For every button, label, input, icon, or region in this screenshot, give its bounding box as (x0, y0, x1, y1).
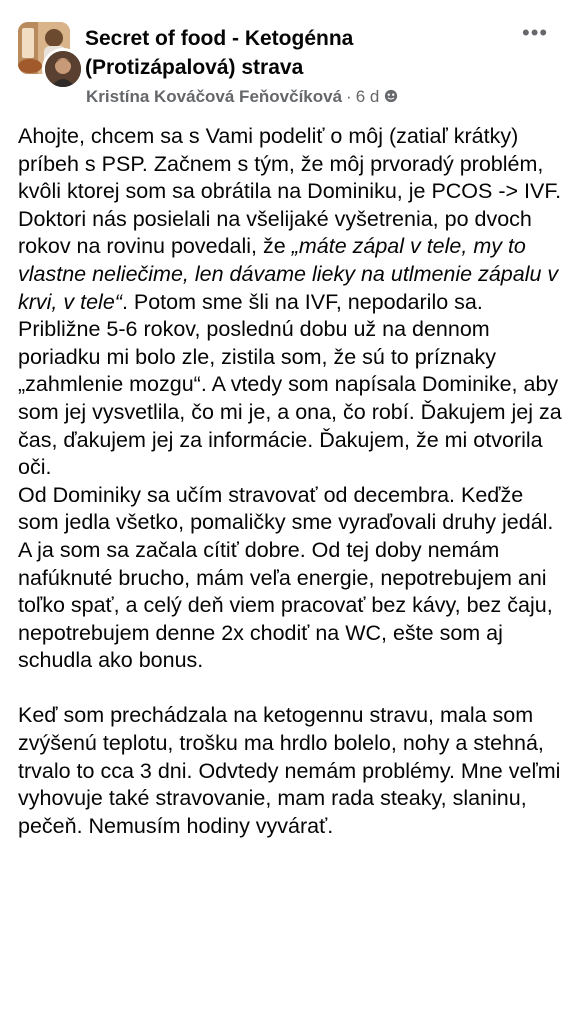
post-text-part: Ahojte, chcem sa s Vami podeliť o môj (zatiaľ krátky) príbeh s PSP. Začnem s tým, že môj prvoradý problém, kvôli ktorej som sa obrátila na Dominiku, je PCOS -> IVF. Doktori nás posielali na všelijaké vyšetrenia, po dvoch rokov na rovinu povedali, že (18, 124, 562, 259)
post-meta (86, 86, 398, 108)
author-avatar[interactable] (42, 48, 84, 90)
post-timestamp[interactable]: 6 d (355, 87, 380, 106)
globe-icon (384, 89, 398, 103)
more-options-icon[interactable]: ••• (522, 20, 549, 45)
post-text (18, 123, 564, 840)
meta-separator: · (346, 87, 352, 106)
group-name-link[interactable]: Secret of food - Ketogénna (Protizápalová) strava (85, 27, 354, 79)
post-text-part: . Potom sme šli na IVF, nepodarilo sa. Približne 5-6 rokov, poslednú dobu už na dennom poriadku mi bolo zle, zistila som, že sú to príznaky „zahmlenie mozgu“. A vtedy som napísala Dominike, aby som jej vysvetlila, čo mi je, a ona, čo robí. Ďakujem jej za čas, ďakujem jej za informácie. Ďakujem, že mi otvorila oči. Od Dominiky sa učím stravovať od decembra. Keďže som jedla všetko, pomaličky sme vyraďovali druhy jedál. A ja som sa začala cítiť dobre. Od tej doby nemám nafúknuté brucho, mám veľa energie, nepotrebujem ani toľko spať, a celý deň viem pracovať bez kávy, bez čaju, nepotrebujem denne 2x chodiť na WC, ešte som aj schudla ako bonus. (18, 289, 562, 673)
post-header (0, 0, 572, 115)
post-quote: „máte zápal v tele, my to vlastne neliečime, len dávame lieky na utlmenie zápalu v krvi, v tele“ (18, 234, 559, 314)
avatar[interactable] (18, 22, 80, 84)
post-paragraph: Keď som prechádzala na ketogennu stravu, mala som zvýšenú teplotu, trošku ma hrdlo bolelo, nohy a stehná, trvalo to cca 3 dni. Odvtedy nemám problémy. Mne veľmi vyhovuje také stravovanie, mam rada steaky, slaninu, pečeň. Nemusím hodiny vyvárať. (18, 703, 561, 838)
author-photo-image (45, 51, 81, 87)
author-name-link[interactable]: Kristína Kováčová Feňovčíková (86, 87, 343, 106)
post-paragraph (18, 123, 564, 675)
